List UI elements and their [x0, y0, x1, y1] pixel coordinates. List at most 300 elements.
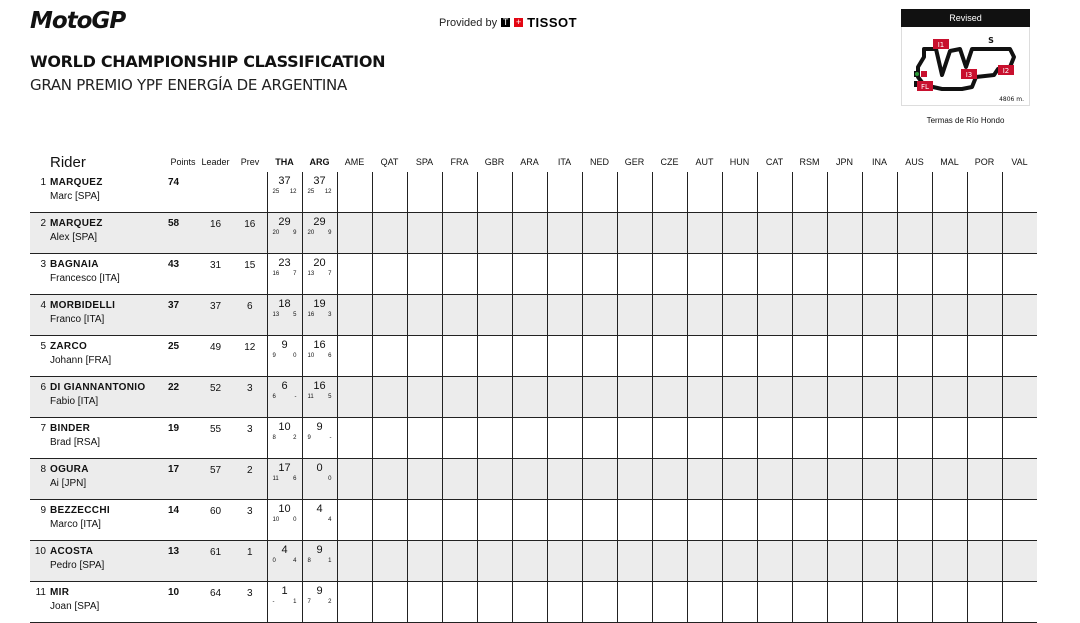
- rider-points: 58: [168, 213, 198, 254]
- table-row: [30, 541, 1037, 582]
- round-result-empty: [407, 459, 442, 500]
- round-breakdown: [303, 230, 337, 236]
- round-result-empty: [1002, 541, 1037, 582]
- round-breakdown: [303, 435, 337, 441]
- round-result-empty: [827, 213, 862, 254]
- rider-prev-gap: 16: [233, 213, 267, 254]
- round-result-empty: [827, 541, 862, 582]
- round-breakdown: [268, 435, 302, 441]
- track-label-s: S: [988, 36, 994, 45]
- tissot-cross-icon: T: [502, 17, 509, 27]
- round-result-empty: [932, 336, 967, 377]
- round-result-empty: [512, 254, 547, 295]
- round-result-empty: [582, 295, 617, 336]
- round-result-empty: [967, 172, 1002, 213]
- rider-cell: [50, 377, 168, 418]
- round-result-empty: [722, 582, 757, 623]
- round-result: [267, 418, 302, 459]
- round-result-empty: [722, 295, 757, 336]
- round-result-empty: [757, 418, 792, 459]
- round-result-empty: [687, 295, 722, 336]
- race-points: 0: [293, 353, 297, 359]
- rider-first-name: Marc [SPA]: [50, 191, 100, 202]
- rider-leader-gap: 49: [209, 342, 222, 353]
- track-label-i1: I1: [937, 41, 945, 49]
- round-breakdown: [268, 230, 302, 236]
- round-result-empty: [407, 213, 442, 254]
- round-result-empty: [827, 500, 862, 541]
- round-result-empty: [652, 541, 687, 582]
- round-result: [267, 377, 302, 418]
- round-result-empty: [827, 336, 862, 377]
- round-result-empty: [407, 377, 442, 418]
- round-result-empty: [862, 582, 897, 623]
- rider-cell: [50, 418, 168, 459]
- provided-by-label: Provided by: [439, 16, 498, 29]
- round-result-empty: [337, 459, 372, 500]
- position: 6: [30, 377, 50, 418]
- round-result-empty: [652, 582, 687, 623]
- round-result-empty: [477, 500, 512, 541]
- sprint-points: 8: [272, 435, 276, 441]
- round-total: 29: [278, 216, 291, 228]
- rider-first-name: Brad [RSA]: [50, 437, 101, 448]
- track-map: [901, 27, 1030, 106]
- round-result-empty: [1002, 500, 1037, 541]
- round-result-empty: [897, 336, 932, 377]
- round-result-empty: [477, 254, 512, 295]
- rider-last-name: BAGNAIA: [50, 259, 99, 270]
- rider-last-name: OGURA: [50, 464, 89, 475]
- round-result-empty: [582, 336, 617, 377]
- round-result-empty: [547, 254, 582, 295]
- rider-first-name: Ai [JPN]: [50, 478, 87, 489]
- round-result-empty: [862, 172, 897, 213]
- round-result-empty: [442, 254, 477, 295]
- round-breakdown: [303, 271, 337, 277]
- sprint-points: 25: [272, 189, 280, 195]
- sprint-points: 16: [272, 271, 280, 277]
- round-result-empty: [407, 418, 442, 459]
- round-result-empty: [792, 459, 827, 500]
- round-result-empty: [967, 582, 1002, 623]
- round-result: [302, 213, 337, 254]
- rider-last-name: ACOSTA: [50, 546, 94, 557]
- round-result-empty: [337, 377, 372, 418]
- round-total: 4: [316, 503, 323, 515]
- table-row: [30, 336, 1037, 377]
- round-result-empty: [932, 295, 967, 336]
- round-result-empty: [512, 500, 547, 541]
- sprint-points: 8: [307, 558, 311, 564]
- table-row: [30, 582, 1037, 623]
- round-result-empty: [652, 500, 687, 541]
- round-result-empty: [967, 336, 1002, 377]
- round-total: 29: [313, 216, 326, 228]
- sprint-points: 10: [307, 353, 315, 359]
- round-result-empty: [337, 500, 372, 541]
- round-result-empty: [757, 582, 792, 623]
- round-result-empty: [407, 541, 442, 582]
- round-breakdown: [268, 517, 302, 523]
- round-total: 6: [281, 380, 288, 392]
- round-result-empty: [372, 336, 407, 377]
- round-result-empty: [687, 172, 722, 213]
- round-result: [267, 213, 302, 254]
- round-header-ned: NED: [589, 157, 609, 167]
- rider-cell: [50, 336, 168, 377]
- round-result-empty: [442, 500, 477, 541]
- rider-cell: [50, 213, 168, 254]
- round-result-empty: [582, 213, 617, 254]
- round-result-empty: [337, 213, 372, 254]
- round-result-empty: [967, 459, 1002, 500]
- sprint-points: 13: [272, 312, 280, 318]
- round-result-empty: [617, 172, 652, 213]
- round-result-empty: [1002, 172, 1037, 213]
- round-result-empty: [1002, 459, 1037, 500]
- round-result-empty: [967, 377, 1002, 418]
- round-result-empty: [477, 377, 512, 418]
- round-result-empty: [932, 377, 967, 418]
- round-result-empty: [757, 254, 792, 295]
- sprint-points: 10: [272, 517, 280, 523]
- round-result-empty: [477, 213, 512, 254]
- rider-last-name: ZARCO: [50, 341, 88, 352]
- rider-cell: [50, 254, 168, 295]
- sprint-points: 16: [307, 312, 315, 318]
- round-result-empty: [827, 459, 862, 500]
- round-result-empty: [862, 541, 897, 582]
- race-points: 9: [328, 230, 332, 236]
- round-result-empty: [897, 500, 932, 541]
- round-result-empty: [757, 459, 792, 500]
- round-result-empty: [687, 213, 722, 254]
- round-result-empty: [792, 336, 827, 377]
- round-result-empty: [862, 254, 897, 295]
- round-result-empty: [722, 459, 757, 500]
- round-result-empty: [372, 459, 407, 500]
- round-result-empty: [512, 459, 547, 500]
- round-result-empty: [757, 213, 792, 254]
- round-result: [302, 377, 337, 418]
- position: 11: [35, 587, 46, 598]
- page-title: WORLD CHAMPIONSHIP CLASSIFICATION: [30, 52, 386, 71]
- round-result-empty: [617, 377, 652, 418]
- round-header-ina: INA: [871, 157, 887, 167]
- round-result-empty: [932, 418, 967, 459]
- round-total: 20: [313, 257, 326, 269]
- race-points: 6: [328, 353, 332, 359]
- round-result-empty: [862, 459, 897, 500]
- round-result-empty: [792, 541, 827, 582]
- round-result: [267, 500, 302, 541]
- round-total: 1: [281, 585, 288, 597]
- round-result-empty: [897, 295, 932, 336]
- round-result-empty: [512, 213, 547, 254]
- round-result-empty: [792, 500, 827, 541]
- rider-cell: [50, 500, 168, 541]
- round-result-empty: [967, 213, 1002, 254]
- sprint-points: 11: [307, 394, 314, 400]
- position: 8: [30, 459, 50, 500]
- round-result: [267, 172, 302, 213]
- round-result-empty: [862, 336, 897, 377]
- rider-first-name: Marco [ITA]: [50, 519, 101, 530]
- round-result-empty: [512, 418, 547, 459]
- round-result-empty: [687, 336, 722, 377]
- round-result-empty: [932, 582, 967, 623]
- round-result-empty: [582, 254, 617, 295]
- round-result-empty: [1002, 254, 1037, 295]
- rider-last-name: MIR: [50, 587, 70, 598]
- round-result-empty: [652, 377, 687, 418]
- rider-leader-gap: 60: [209, 506, 222, 517]
- round-result-empty: [932, 541, 967, 582]
- rider-leader-gap: 31: [209, 260, 222, 271]
- round-result-empty: [827, 172, 862, 213]
- round-breakdown: [268, 353, 302, 359]
- round-result-empty: [757, 500, 792, 541]
- table-row: [30, 377, 1037, 418]
- race-points: -: [294, 394, 297, 400]
- race-points: 1: [293, 599, 297, 605]
- rider-cell: [50, 172, 168, 213]
- round-result-empty: [1002, 295, 1037, 336]
- round-result-empty: [792, 213, 827, 254]
- round-result-empty: [827, 582, 862, 623]
- race-points: 0: [293, 517, 297, 523]
- round-result-empty: [337, 336, 372, 377]
- round-result-empty: [757, 336, 792, 377]
- prev-header: Prev: [240, 157, 260, 167]
- round-result-empty: [337, 254, 372, 295]
- rider-last-name: MARQUEZ: [50, 218, 103, 229]
- rider-first-name: Franco [ITA]: [50, 314, 105, 325]
- round-result-empty: [967, 295, 1002, 336]
- motogp-logo: MotoGP: [30, 8, 126, 34]
- round-breakdown: [303, 189, 337, 195]
- position: 7: [40, 423, 46, 434]
- round-result-empty: [547, 459, 582, 500]
- round-total: 18: [278, 298, 291, 310]
- round-result-empty: [407, 336, 442, 377]
- round-result-empty: [687, 418, 722, 459]
- round-result-empty: [722, 377, 757, 418]
- swiss-cross-icon: +: [515, 17, 522, 27]
- round-result-empty: [792, 295, 827, 336]
- rider-cell: [50, 582, 168, 623]
- round-header-gbr: GBR: [484, 157, 505, 167]
- round-result-empty: [407, 254, 442, 295]
- round-result: [302, 418, 337, 459]
- round-breakdown: [268, 189, 302, 195]
- round-header-ara: ARA: [520, 157, 539, 167]
- round-result: [302, 500, 337, 541]
- round-result-empty: [372, 500, 407, 541]
- round-result: [267, 295, 302, 336]
- round-total: 4: [281, 544, 288, 556]
- position: 3: [40, 259, 46, 270]
- round-header-aut: AUT: [695, 157, 714, 167]
- round-result-empty: [1002, 582, 1037, 623]
- round-header-spa: SPA: [415, 157, 434, 167]
- rider-points: 74: [168, 177, 180, 188]
- round-result-empty: [827, 254, 862, 295]
- round-total: 19: [313, 298, 326, 310]
- round-result-empty: [897, 459, 932, 500]
- position: 10: [30, 541, 50, 582]
- round-result-empty: [722, 500, 757, 541]
- race-points: 2: [293, 435, 297, 441]
- round-header-aus: AUS: [905, 157, 924, 167]
- round-result-empty: [547, 500, 582, 541]
- round-result-empty: [1002, 377, 1037, 418]
- round-result-empty: [442, 295, 477, 336]
- round-result-empty: [372, 213, 407, 254]
- round-breakdown: [303, 599, 337, 605]
- rider-leader-gap: 37: [198, 295, 233, 336]
- round-result-empty: [372, 295, 407, 336]
- round-result-empty: [372, 541, 407, 582]
- round-result-empty: [477, 172, 512, 213]
- rider-cell: [50, 541, 168, 582]
- round-result-empty: [547, 213, 582, 254]
- rider-leader-gap: 52: [198, 377, 233, 418]
- round-result-empty: [582, 500, 617, 541]
- race-points: 6: [293, 476, 297, 482]
- rider-first-name: Pedro [SPA]: [50, 560, 105, 571]
- round-result-empty: [862, 500, 897, 541]
- track-name: Termas de Río Hondo: [926, 116, 1005, 125]
- round-total: 23: [278, 257, 291, 269]
- sprint-points: 0: [272, 558, 276, 564]
- round-result: [267, 582, 302, 623]
- round-result-empty: [687, 541, 722, 582]
- round-header-tha: THA: [275, 157, 294, 167]
- race-points: -: [329, 435, 332, 441]
- round-result-empty: [722, 254, 757, 295]
- round-total: 37: [278, 175, 291, 187]
- round-result-empty: [652, 459, 687, 500]
- round-result-empty: [652, 254, 687, 295]
- round-result-empty: [722, 336, 757, 377]
- round-result-empty: [687, 500, 722, 541]
- position: 5: [40, 341, 46, 352]
- sprint-points: 11: [272, 476, 279, 482]
- round-result-empty: [757, 541, 792, 582]
- round-result-empty: [547, 541, 582, 582]
- race-points: 4: [328, 517, 332, 523]
- standings-table: [30, 152, 1037, 623]
- round-result-empty: [757, 172, 792, 213]
- round-result-empty: [442, 172, 477, 213]
- round-result-empty: [337, 541, 372, 582]
- round-result-empty: [897, 418, 932, 459]
- round-result: [267, 459, 302, 500]
- round-result-empty: [617, 582, 652, 623]
- round-total: 10: [278, 503, 291, 515]
- round-result-empty: [967, 418, 1002, 459]
- round-result-empty: [547, 418, 582, 459]
- rider-header: Rider: [50, 153, 86, 171]
- round-result: [302, 541, 337, 582]
- rider-leader-gap: 55: [209, 424, 222, 435]
- rider-cell: [50, 459, 168, 500]
- round-result-empty: [652, 336, 687, 377]
- race-points: 0: [328, 476, 332, 482]
- round-total: 9: [281, 339, 288, 351]
- round-header-cat: CAT: [765, 157, 784, 167]
- rider-leader-gap: 61: [198, 541, 233, 582]
- round-result-empty: [512, 336, 547, 377]
- round-result-empty: [547, 377, 582, 418]
- table-row: [30, 500, 1037, 541]
- round-result-empty: [792, 254, 827, 295]
- round-result-empty: [687, 459, 722, 500]
- round-result-empty: [897, 254, 932, 295]
- round-result-empty: [337, 418, 372, 459]
- round-header-jpn: JPN: [835, 157, 853, 167]
- round-result-empty: [792, 418, 827, 459]
- round-result-empty: [722, 172, 757, 213]
- round-header-ger: GER: [624, 157, 645, 167]
- rider-first-name: Francesco [ITA]: [50, 273, 120, 284]
- round-result-empty: [722, 418, 757, 459]
- rider-prev-gap: 3: [246, 506, 253, 517]
- rider-prev-gap: 6: [233, 295, 267, 336]
- round-result-empty: [617, 213, 652, 254]
- track-panel: [901, 9, 1030, 125]
- round-result-empty: [932, 213, 967, 254]
- round-result-empty: [547, 172, 582, 213]
- race-points: 12: [289, 189, 297, 195]
- round-total: 0: [316, 462, 323, 474]
- rider-prev-gap: 1: [233, 541, 267, 582]
- round-result-empty: [617, 459, 652, 500]
- round-result-empty: [407, 172, 442, 213]
- round-breakdown: [268, 599, 302, 605]
- round-result-empty: [827, 377, 862, 418]
- round-result-empty: [582, 418, 617, 459]
- rider-prev-gap: 15: [244, 260, 256, 271]
- round-breakdown: [303, 558, 337, 564]
- sprint-points: 20: [307, 230, 315, 236]
- round-result-empty: [932, 459, 967, 500]
- round-result-empty: [1002, 213, 1037, 254]
- round-result-empty: [477, 418, 512, 459]
- round-result-empty: [442, 582, 477, 623]
- rider-points: 17: [168, 459, 198, 500]
- sprint-points: 20: [272, 230, 280, 236]
- round-result: [302, 172, 337, 213]
- round-result-empty: [722, 541, 757, 582]
- sponsor-credit: [439, 15, 577, 30]
- round-header-por: POR: [974, 157, 995, 167]
- round-breakdown: [268, 394, 302, 400]
- track-label-i2: I2: [1002, 67, 1010, 75]
- rider-leader-gap: 16: [198, 213, 233, 254]
- standings-body: [30, 172, 1037, 623]
- round-header-fra: FRA: [450, 157, 469, 167]
- round-result-empty: [792, 582, 827, 623]
- revised-badge: Revised: [901, 9, 1030, 27]
- round-result: [267, 254, 302, 295]
- rider-first-name: Alex [SPA]: [50, 232, 98, 243]
- rider-points: 13: [168, 541, 198, 582]
- round-result-empty: [442, 336, 477, 377]
- race-points: 9: [293, 230, 297, 236]
